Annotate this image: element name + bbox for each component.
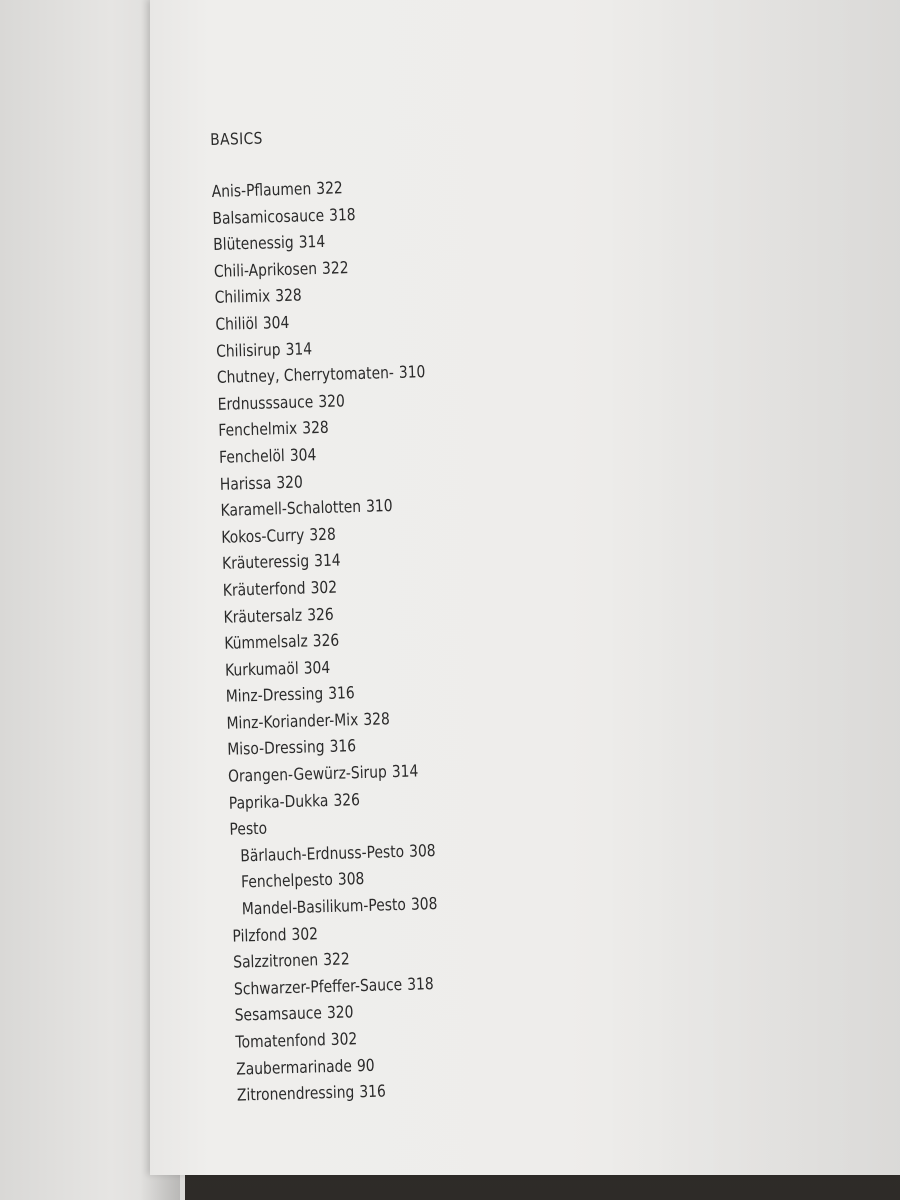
- entry-page-number: 302: [330, 1029, 358, 1049]
- entry-page-number: 328: [363, 709, 391, 729]
- entry-page-number: 320: [326, 1002, 354, 1023]
- entry-page-number: 326: [333, 789, 361, 810]
- entry-name: Paprika-Dukka: [228, 790, 329, 813]
- entry-name: Orangen-Gewürz-Sirup: [227, 762, 388, 786]
- entry-page-number: 316: [359, 1081, 387, 1102]
- entry-page-number: 308: [408, 840, 436, 861]
- entry-name: Balsamicosauce: [212, 205, 325, 228]
- entry-name: Fenchelöl: [218, 445, 286, 467]
- entry-page-number: 318: [328, 204, 356, 225]
- entry-page-number: 308: [410, 893, 438, 914]
- entry-page-number: 320: [318, 391, 346, 411]
- entry-name: Mandel-Basilikum-Pesto: [241, 894, 407, 919]
- index-section: [210, 118, 657, 1109]
- entry-name: Zitronendressing: [236, 1082, 355, 1105]
- entry-name: Miso-Dressing: [227, 737, 325, 760]
- entry-page-number: 320: [276, 472, 304, 492]
- entry-page-number: 322: [321, 257, 349, 278]
- entry-name: Tomatenfond: [235, 1030, 326, 1052]
- entry-name: Fenchelpesto: [240, 870, 334, 892]
- entry-page-number: 328: [309, 524, 337, 545]
- entry-page-number: 316: [329, 736, 357, 757]
- entry-name: Kräutersalz: [223, 605, 303, 627]
- entry-name: Kurkumaöl: [224, 658, 299, 680]
- entry-page-number: 314: [391, 761, 419, 782]
- entry-name: Kräuterfond: [222, 578, 306, 600]
- entry-page-number: 318: [406, 973, 434, 994]
- entry-page-number: 304: [303, 657, 331, 678]
- entry-page-number: 322: [322, 949, 350, 970]
- entry-name: Erdnusssauce: [217, 391, 314, 414]
- entry-page-number: 328: [302, 418, 329, 438]
- entry-page-number: 302: [291, 923, 319, 944]
- entry-page-number: 322: [315, 178, 343, 199]
- entry-page-number: 326: [306, 604, 334, 624]
- entry-name: Sesamsauce: [234, 1003, 323, 1026]
- entry-page-number: 328: [275, 285, 302, 306]
- entry-page-number: 314: [313, 550, 341, 571]
- entry-name: Karamell-Schalotten: [220, 497, 362, 520]
- entry-page-number: 310: [365, 496, 393, 516]
- entry-name: Anis-Pflaumen: [211, 179, 312, 201]
- entry-page-number: 302: [310, 577, 338, 598]
- entry-name: Fenchelmix: [218, 419, 298, 441]
- entry-name: Schwarzer-Pfeffer-Sauce: [233, 974, 403, 999]
- entry-name: Bärlauch-Erdnuss-Pesto: [240, 841, 405, 866]
- entry-page-number: 314: [285, 338, 313, 359]
- section-heading: BASICS: [210, 128, 264, 149]
- entry-page-number: 304: [262, 312, 290, 333]
- entry-name: Kokos-Curry: [221, 525, 305, 547]
- entry-name: Minz-Koriander-Mix: [226, 709, 359, 733]
- entry-name: Kümmelsalz: [224, 631, 308, 653]
- entry-name: Chiliöl: [215, 313, 259, 334]
- entry-name: Kräuteressig: [221, 551, 310, 574]
- entry-name: Chutney, Cherrytomaten-: [216, 363, 395, 388]
- entry-page-number: 310: [398, 362, 426, 382]
- entry-page-number: 314: [298, 232, 326, 252]
- entry-name: Chilimix: [214, 286, 271, 308]
- entry-name: Chili-Aprikosen: [213, 258, 318, 281]
- entry-name: Pilzfond: [232, 924, 287, 946]
- entry-name: Blütenessig: [212, 232, 294, 255]
- entry-name: Salzzitronen: [232, 950, 319, 972]
- entry-name: Harissa: [219, 472, 272, 494]
- entry-name: Zaubermarinade: [235, 1056, 353, 1079]
- index-entry-list: [211, 167, 657, 1109]
- entry-page-number: 304: [289, 445, 317, 465]
- entry-name: Minz-Dressing: [225, 684, 324, 707]
- entry-page-number: 90: [356, 1055, 375, 1075]
- entry-page-number: 316: [327, 683, 355, 704]
- entry-page-number: 326: [312, 630, 340, 651]
- entry-name: Pesto: [229, 818, 268, 839]
- entry-name: Chilisirup: [215, 339, 281, 361]
- entry-page-number: 308: [337, 869, 365, 890]
